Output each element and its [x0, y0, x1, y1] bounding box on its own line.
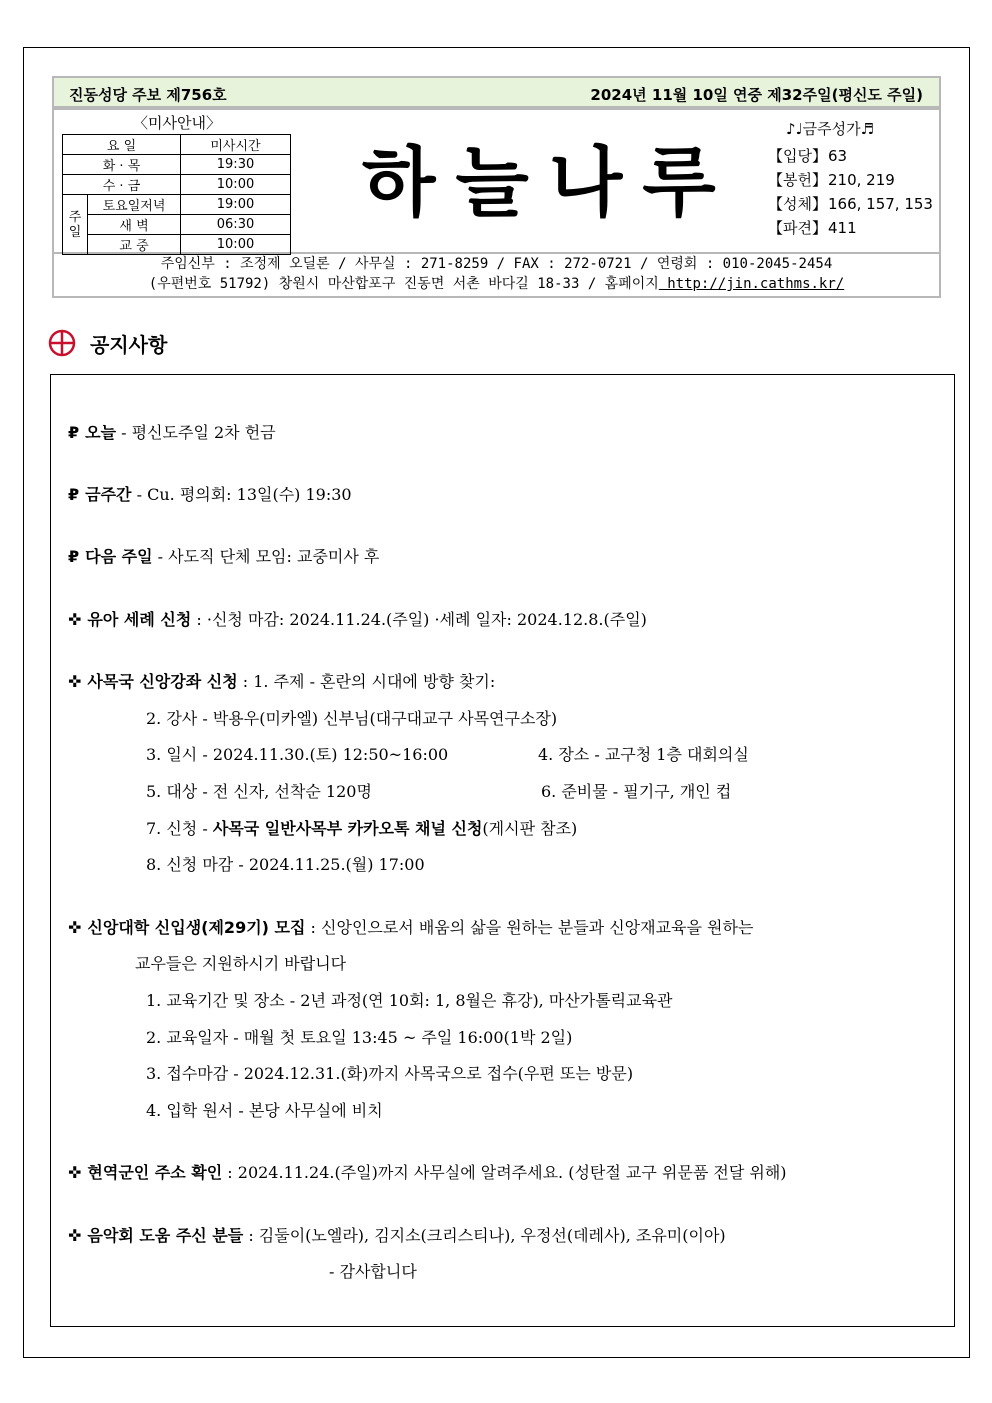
table-row [63, 235, 291, 255]
hymn-row [768, 216, 938, 240]
won-bullet-icon: ₽ [68, 547, 80, 566]
notice-text: - 사도직 단체 모임: 교중미사 후 [152, 547, 380, 566]
faith-item-2: 2. 강사 - 박용우(미카엘) 신부님(대구대교구 사목연구소장) [146, 709, 558, 728]
parish-info [52, 254, 941, 298]
col-day-header: 요 일 [63, 135, 181, 155]
univ-item-1: 1. 교육기간 및 장소 - 2년 과정(연 10회: 1, 8월은 휴강), 마산가톨릭교육관 [146, 991, 673, 1010]
univ-item-4: 4. 입학 원서 - 본당 사무실에 비치 [146, 1101, 383, 1120]
notice-box [50, 374, 955, 1327]
notice-soldier-address [68, 1160, 787, 1183]
hymn-label: 【성체】 [768, 195, 827, 213]
table-row [63, 175, 291, 195]
notice-label: 다음 주일 [85, 547, 153, 566]
sunday-label-text: 주일 [68, 209, 82, 240]
hymn-label: 【봉헌】 [768, 171, 827, 189]
notice-faith-lecture [68, 669, 495, 692]
mass-guide-title: 〈미사안내〉 [133, 114, 221, 132]
hymn-value: 411 [828, 219, 857, 237]
day-cell: 교 중 [88, 235, 181, 255]
notice-title: 공지사항 [90, 332, 168, 357]
table-row [63, 195, 291, 215]
cross-bullet-icon: ✜ [68, 610, 82, 629]
notice-today [68, 420, 276, 443]
notice-text: - Cu. 평의회: 13일(수) 19:30 [131, 485, 352, 504]
sunday-label [63, 195, 88, 255]
notice-infant-baptism [68, 607, 647, 630]
day-cell: 새 벽 [88, 215, 181, 235]
hymn-label: 【입당】 [768, 147, 827, 165]
hymn-row [768, 168, 938, 192]
title-box [52, 108, 941, 254]
notice-heading [48, 328, 167, 358]
day-cell: 수 · 금 [63, 175, 181, 195]
faith-item-4: 4. 장소 - 교구청 1층 대회의실 [538, 745, 749, 764]
time-cell: 06:30 [181, 215, 291, 235]
univ-item-2: 2. 교육일자 - 매월 첫 토요일 13:45 ~ 주일 16:00(1박 2일) [146, 1028, 573, 1047]
bulletin-title: 하늘나루 [362, 138, 736, 227]
faith-item-7-channel: 사목국 일반사목부 카카오톡 채널 신청 [212, 819, 483, 838]
faith-item-7 [146, 816, 577, 839]
cross-bullet-icon: ✜ [68, 918, 82, 937]
notice-label: 현역군인 주소 확인 [87, 1163, 223, 1182]
notice-label: 유아 세례 신청 [87, 610, 192, 629]
hymn-value: 63 [828, 147, 848, 165]
faith-item-6: 6. 준비물 - 필기구, 개인 컵 [541, 782, 732, 801]
homepage-link[interactable]: http://jin.cathms.kr/ [658, 276, 845, 292]
notice-concert-thanks [68, 1223, 726, 1246]
time-cell: 10:00 [181, 235, 291, 255]
notice-faith-university [68, 915, 753, 938]
col-time-header: 미사시간 [181, 135, 291, 155]
hymn-label: 【파견】 [768, 219, 827, 237]
bulletin-date: 2024년 11월 10일 연중 제32주일(평신도 주일) [590, 86, 923, 104]
day-cell: 화 · 목 [63, 155, 181, 175]
time-cell: 10:00 [181, 175, 291, 195]
address-text: (우편번호 51792) 창원시 마산합포구 진동면 서촌 바다길 18-33 / 홈페이지 [148, 276, 659, 292]
time-cell: 19:00 [181, 195, 291, 215]
notice-label: 금주간 [85, 485, 132, 504]
notice-label: 신앙대학 신입생(제29기) 모집 [87, 918, 306, 937]
bulletin-issue: 진동성당 주보 제756호 [69, 86, 227, 104]
faith-item-5: 5. 대상 - 전 신자, 선착순 120명 [146, 782, 372, 801]
notice-text: : 1. 주제 - 혼란의 시대에 방향 찾기: [237, 672, 496, 691]
time-cell: 19:30 [181, 155, 291, 175]
univ-item-3: 3. 접수마감 - 2024.12.31.(화)까지 사목국으로 접수(우편 또는 방문) [146, 1064, 634, 1083]
cross-bullet-icon: ✜ [68, 672, 82, 691]
notice-label: 사목국 신앙강좌 신청 [87, 672, 238, 691]
won-bullet-icon: ₽ [68, 423, 80, 442]
cross-bullet-icon: ✜ [68, 1226, 82, 1245]
faith-item-3: 3. 일시 - 2024.11.30.(토) 12:50~16:00 [146, 745, 449, 764]
address-line [54, 274, 939, 294]
notice-text: : 2024.11.24.(주일)까지 사무실에 알려주세요. (성탄절 교구 위문품 전달 위해) [222, 1163, 787, 1182]
table-row [63, 155, 291, 175]
notice-text: : 김둘이(노엘라), 김지소(크리스티나), 우정선(데레사), 조유미(이아) [243, 1226, 726, 1245]
notice-label: 음악회 도움 주신 분들 [87, 1226, 244, 1245]
hymn-value: 166, 157, 153 [828, 195, 933, 213]
mass-schedule-table [62, 134, 291, 255]
hymn-row [768, 144, 938, 168]
mass-guide [62, 112, 292, 134]
notice-text: - 평신도주일 2차 헌금 [116, 423, 276, 442]
univ-text-cont: 교우들은 지원하시기 바랍니다 [135, 954, 347, 973]
cross-bullet-icon: ✜ [68, 1163, 82, 1182]
contact-line: 주임신부 : 조정제 오딜론 / 사무실 : 271-8259 / FAX : 272-0721 / 연령회 : 010-2045-2454 [160, 256, 833, 272]
bulletin-header-bar [52, 76, 941, 108]
hymn-value: 210, 219 [828, 171, 895, 189]
hymns-title: ♪♩금주성가♬ [786, 120, 875, 138]
notice-this-week [68, 482, 352, 505]
hymn-row [768, 192, 938, 216]
faith-item-7-prefix: 7. 신청 - [146, 819, 213, 838]
notice-next-sunday [68, 544, 379, 567]
table-header-row [63, 135, 291, 155]
faith-item-8: 8. 신청 마감 - 2024.11.25.(월) 17:00 [146, 855, 425, 874]
notice-text: : 신앙인으로서 배움의 삶을 원하는 분들과 신앙재교육을 원하는 [305, 918, 754, 937]
faith-item-7-suffix: (게시판 참조) [482, 819, 578, 838]
table-row [63, 215, 291, 235]
hymns-panel [768, 114, 938, 240]
won-bullet-icon: ₽ [68, 485, 80, 504]
notice-text: : ·신청 마감: 2024.11.24.(주일) ·세례 일자: 2024.12.8.(주일) [191, 610, 647, 629]
notice-label: 오늘 [85, 423, 117, 442]
cross-circle-icon [48, 329, 76, 357]
concert-thanks-line: - 감사합니다 [329, 1262, 417, 1281]
day-cell: 토요일저녁 [88, 195, 181, 215]
